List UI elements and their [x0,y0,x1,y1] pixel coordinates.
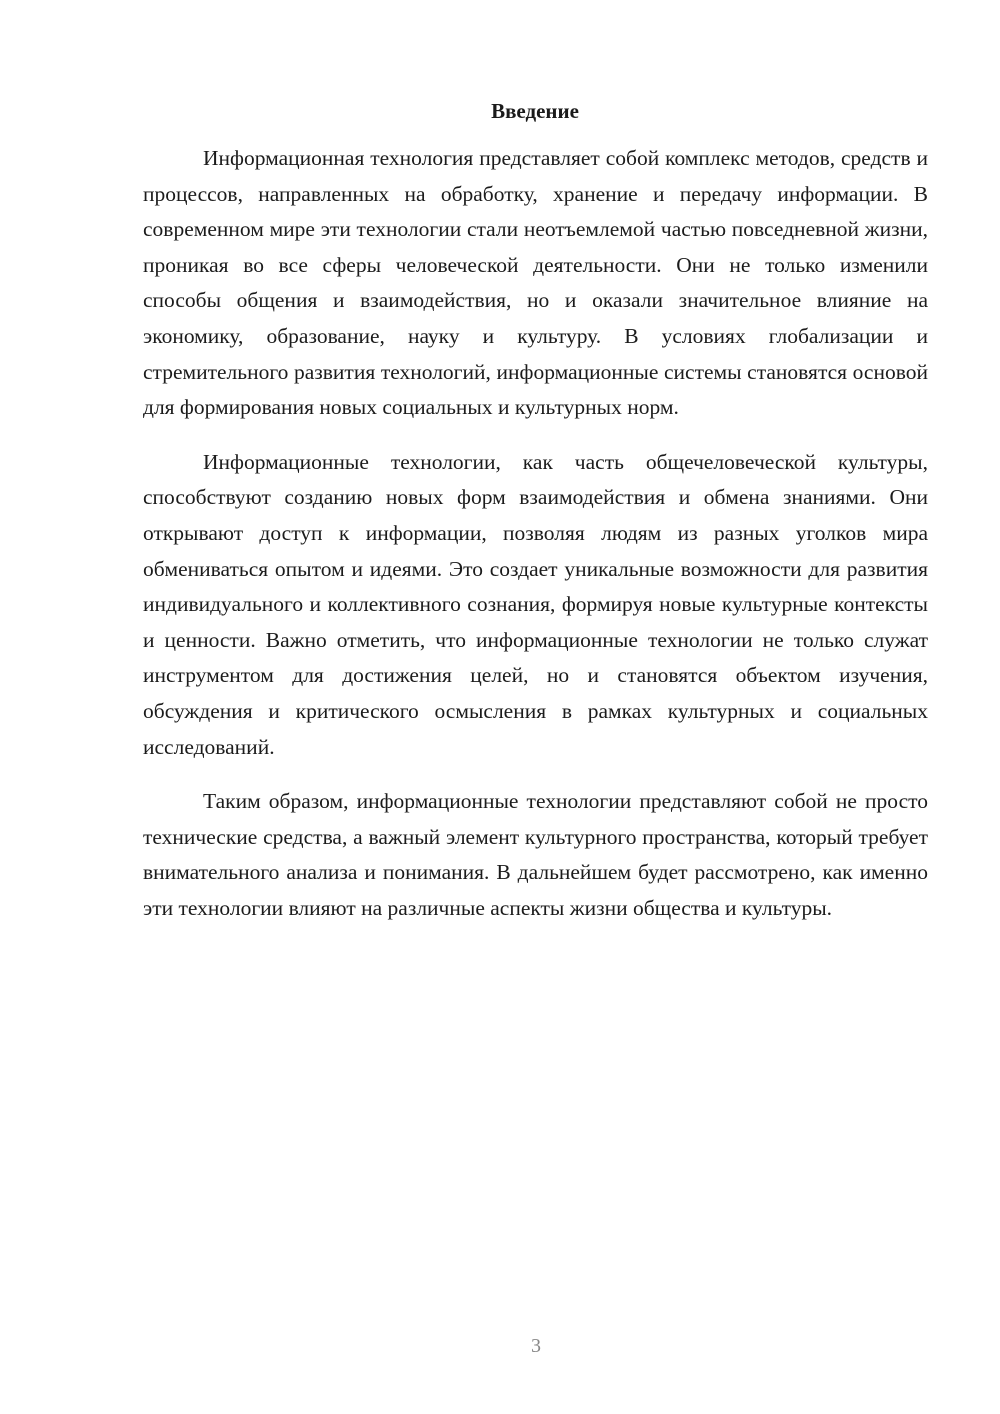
paragraph-2: Информационные технологии, как часть общечеловеческой культуры, способствуют созданию новых форм взаимодействия и обмена знаниями. Они открывают доступ к информации, позволяя людям из разных уголков мира обмениваться опытом и идеями. Это создает уникальные возможности для развития индивидуального и коллективного сознания, формируя новые культурные контексты и ценности. Важно отметить, что информационные технологии не только служат инструментом для достижения целей, но и становятся объектом изучения, обсуждения и критического осмысления в рамках культурных и социальных исследований. [143,449,928,759]
page-number: 3 [531,1335,541,1357]
paragraph-1: Информационная технология представляет собой комплекс методов, средств и процессов, направленных на обработку, хранение и передачу информации. В современном мире эти технологии стали неотъемлемой частью повседневной жизни, проникая во все сферы человеческой деятельности. Они не только изменили способы общения и взаимодействия, но и оказали значительное влияние на экономику, образование, науку и культуру. В условиях глобализации и стремительного развития технологий, информационные системы становятся основой для формирования новых социальных и культурных норм. [143,146,928,420]
body-text [143,141,928,945]
paragraph-3: Таким образом, информационные технологии представляют собой не просто технические средства, а важный элемент культурного пространства, который требует внимательного анализа и понимания. В дальнейшем будет рассмотрено, как именно эти технологии влияют на различные аспекты жизни общества и культуры. [143,789,928,920]
section-heading: Введение [491,99,579,123]
